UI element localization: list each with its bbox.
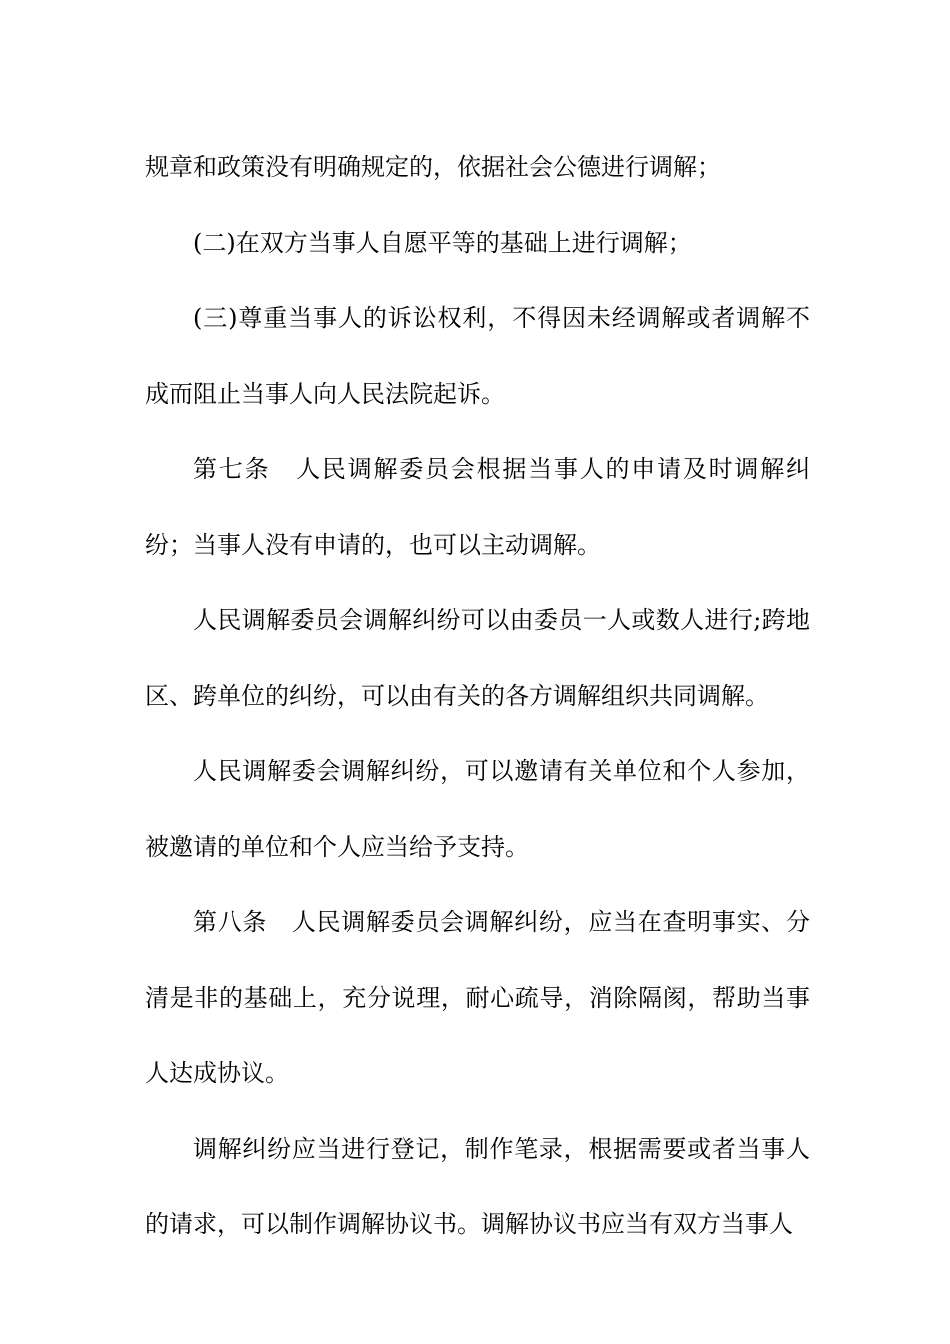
paragraph-item-2: (二)在双方当事人自愿平等的基础上进行调解； bbox=[193, 228, 692, 257]
paragraph-continuation: 规章和政策没有明确规定的，依据社会公德进行调解； bbox=[145, 153, 721, 181]
paragraph-article-7-invitation: 人民调解委会调解纠纷，可以邀请有关单位和个人参加，被邀请的单位和个人应当给予支持。 bbox=[145, 757, 810, 861]
paragraph-article-8-registration: 调解纠纷应当进行登记，制作笔录，根据需要或者当事人的请求，可以制作调解协议书。调解协议书应当有双方当事人 bbox=[145, 1134, 810, 1238]
paragraph-item-3: (三)尊重当事人的诉讼权利，不得因未经调解或者调解不成而阻止当事人向人民法院起诉。 bbox=[145, 304, 810, 408]
paragraph-article-7-members: 人民调解委员会调解纠纷可以由委员一人或数人进行;跨地区、跨单位的纠纷，可以由有关的各方调解组织共同调解。 bbox=[145, 606, 810, 710]
paragraph-article-8: 第八条 人民调解委员会调解纠纷，应当在查明事实、分清是非的基础上，充分说理，耐心疏导，消除隔阂，帮助当事人达成协议。 bbox=[145, 908, 810, 1087]
paragraph-article-7: 第七条 人民调解委员会根据当事人的申请及时调解纠纷；当事人没有申请的，也可以主动调解。 bbox=[145, 455, 810, 559]
document-body bbox=[145, 130, 810, 1263]
